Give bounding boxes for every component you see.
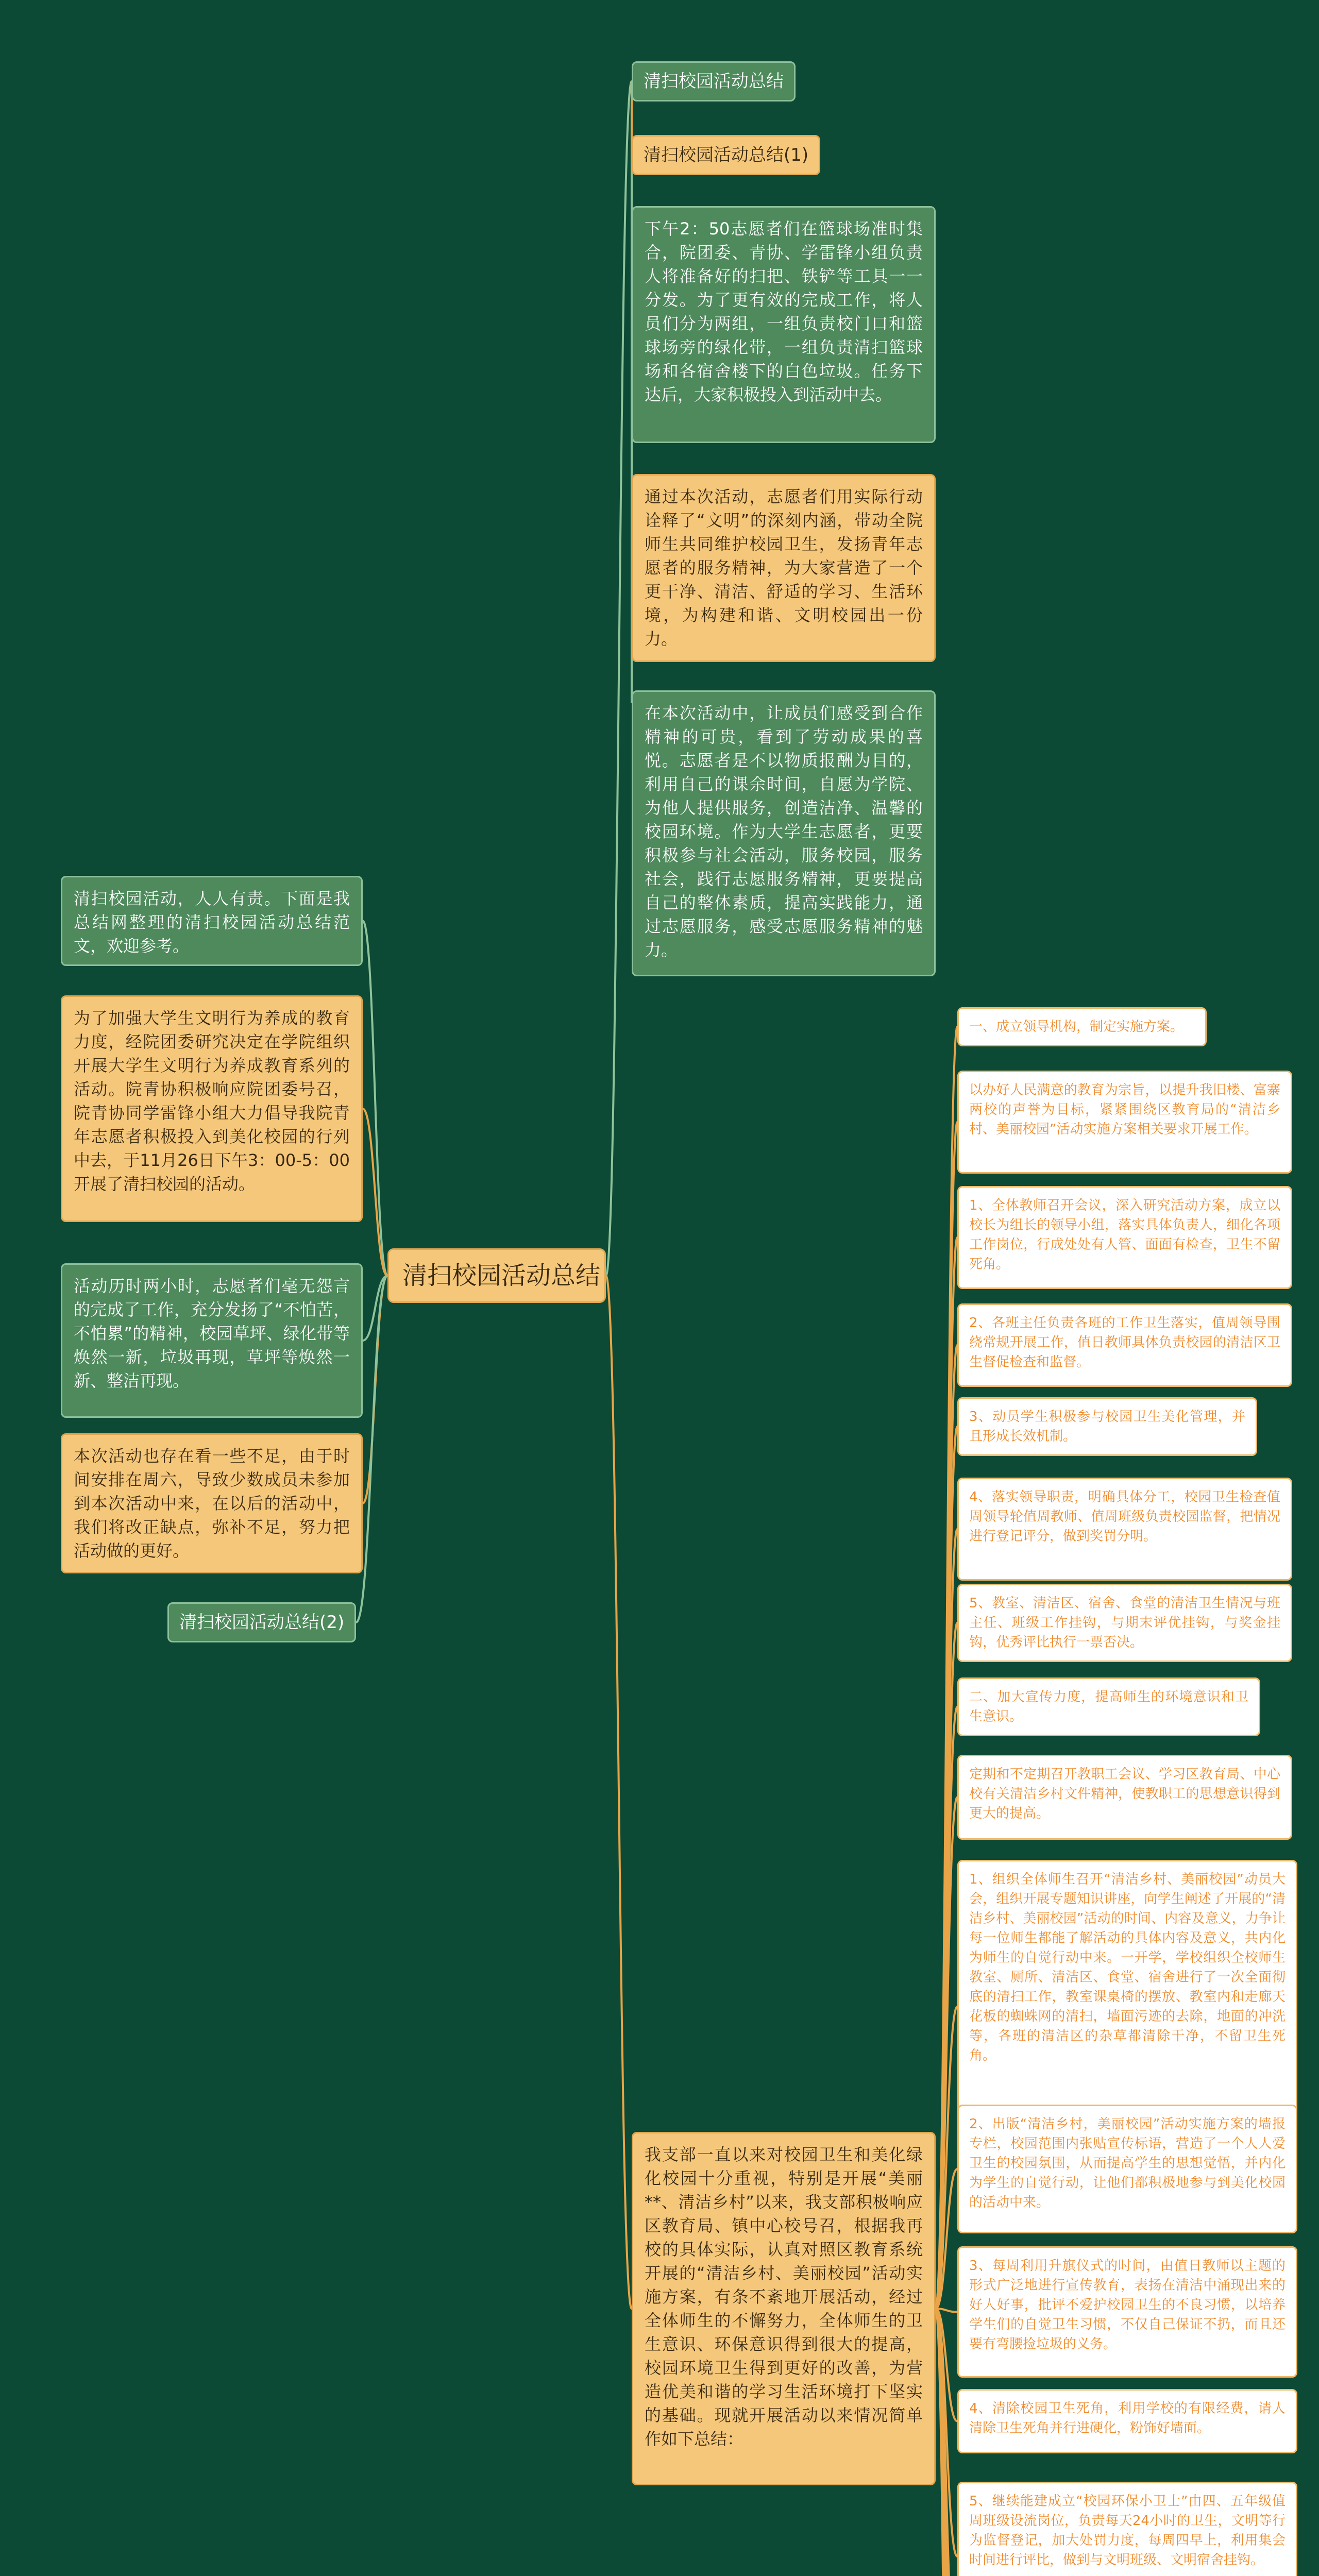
leaf-item[interactable]: 1、组织全体师生召开“清洁乡村、美丽校园”动员大会，组织开展专题知识讲座，向学生阐述了开展的“清洁乡村、美丽校园”活动的时间、内容及意义，力争让每一位师生都能了解活动的具体内容及意义，共内化为师生的自觉行动中来。一开学，学校组织全校师生教室、厕所、清洁区、食堂、宿舍进行了一次全面彻底的清扫工作，教室课桌椅的摆放、教室内和走廊天花板的蜘蛛网的清扫，墙面污迹的去除，地面的冲洗等，各班的清洁区的杂草都清除干净，不留卫生死角。 [957, 1860, 1297, 2154]
link-main-leaf [936, 2309, 957, 2576]
link-root-left [363, 1276, 387, 1503]
link-main-leaf [936, 1707, 957, 2309]
leaf-item[interactable]: 2、出版“清洁乡村，美丽校园”活动实施方案的墙报专栏，校园范围内张贴宣传标语，营造了一个人人爱卫生的校园氛围，从而提高学生的思想觉悟，并内化为学生的自觉行动，让他们都积极地参与到美化校园的活动中来。 [957, 2105, 1297, 2233]
left-paragraph-1[interactable] [61, 995, 363, 1222]
link-main-leaf [936, 2309, 957, 2556]
link-root-main [606, 1276, 632, 2309]
link-main-leaf [936, 1122, 957, 2309]
left-paragraph-2[interactable] [61, 1263, 363, 1418]
left-paragraph-3-text: 本次活动也存在看一些不足，由于时间安排在周六，导致少数成员未参加到本次活动中来，在以后的活动中，我们将改正缺点，弥补不足，努力把活动做的更好。 [74, 1446, 350, 1561]
link-main-leaf [936, 1427, 957, 2309]
right-paragraph-3-text: 在本次活动中，让成员们感受到合作精神的可贵，看到了劳动成果的喜悦。志愿者是不以物质报酬为目的，利用自己的课余时间，自愿为学院、为他人提供服务，创造洁净、温馨的校园环境。作为大学生志愿者，更要积极参与社会活动，服务校园，服务社会，践行志愿服务精神，更要提高自己的整体素质，提高实践能力，通过志愿服务，感受志愿服务精神的魅力。 [645, 703, 923, 960]
link-main-leaf [936, 2309, 957, 2421]
link-main-leaf [936, 2309, 957, 2576]
leaf-item[interactable]: 以办好人民满意的教育为宗旨，以提升我旧楼、富寨两校的声誉为目标，紧紧围绕区教育局的“清洁乡村、美丽校园”活动实施方案相关要求开展工作。 [957, 1071, 1292, 1174]
right-title-label: 清扫校园活动总结 [644, 71, 784, 92]
summary-2-node[interactable] [167, 1602, 356, 1642]
leaf-item[interactable]: 3、动员学生积极参与校园卫生美化管理，并且形成长效机制。 [957, 1397, 1257, 1456]
root-label: 清扫校园活动总结 [402, 1261, 601, 1290]
leaf-item[interactable]: 4、落实领导职责，明确具体分工，校园卫生检查值周领导轮值周教师、值周班级负责校园监督，把情况进行登记评分，做到奖罚分明。 [957, 1478, 1292, 1581]
link-main-leaf [936, 2309, 957, 2576]
link-main-leaf [936, 1623, 957, 2309]
left-intro-text: 清扫校园活动，人人有责。下面是我总结网整理的清扫校园活动总结范文，欢迎参考。 [74, 889, 350, 956]
summary-1-node[interactable] [632, 135, 820, 175]
link-main-leaf [936, 2309, 957, 2576]
right-main-paragraph[interactable] [632, 2132, 936, 2485]
link-main-leaf [936, 1798, 957, 2309]
left-paragraph-2-text: 活动历时两小时，志愿者们毫无怨言的完成了工作，充分发扬了“不怕苦，不怕累”的精神，校园草坪、绿化带等焕然一新，垃圾再现，草坪等焕然一新、整洁再现。 [74, 1276, 350, 1391]
link-main-leaf [936, 2309, 957, 2576]
link-root-left [363, 921, 387, 1276]
right-main-paragraph-text: 我支部一直以来对校园卫生和美化绿化校园十分重视，特别是开展“美丽**、清洁乡村”以来，我支部积极响应区教育局、镇中心校号召，根据我再校的具体实际，认真对照区教育系统开展的“清洁乡村、美丽校园”活动实施方案，有条不紊地开展活动，经过全体师生的不懈努力，全体师生的卫生意识、环保意识得到很大的提高，校园环境卫生得到更好的改善，为营造优美和谐的学习生活环境打下坚实的基础。现就开展活动以来情况简单作如下总结： [645, 2145, 923, 2449]
link-main-leaf [936, 2309, 957, 2576]
link-main-leaf [936, 2309, 957, 2576]
link-main-leaf [936, 2309, 957, 2576]
link-main-leaf [936, 1238, 957, 2309]
link-root-left [363, 1109, 387, 1276]
summary-1-label: 清扫校园活动总结(1) [644, 145, 809, 165]
left-paragraph-3[interactable] [61, 1433, 363, 1573]
leaf-item[interactable]: 4、清除校园卫生死角，利用学校的有限经费，请人清除卫生死角并行进硬化，粉饰好墙面。 [957, 2389, 1297, 2453]
link-root-title [606, 81, 632, 1276]
link-main-leaf [936, 1345, 957, 2309]
leaf-item[interactable]: 1、全体教师召开会议，深入研究活动方案，成立以校长为组长的领导小组，落实具体负责人，细化各项工作岗位，行成处处有人管、面面有检查，卫生不留死角。 [957, 1186, 1292, 1289]
link-main-leaf [936, 1027, 957, 2309]
leaf-item[interactable]: 二、加大宣传力度，提高师生的环境意识和卫生意识。 [957, 1677, 1260, 1736]
link-main-leaf [936, 2007, 957, 2309]
link-main-leaf [936, 2169, 957, 2309]
leaf-item[interactable]: 3、每周利用升旗仪式的时间，由值日教师以主题的形式广泛地进行宣传教育，表扬在清洁中涌现出来的好人好事，批评不爱护校园卫生的不良习惯，以培养学生们的自觉卫生习惯，不仅自己保证不扔，而且还要有弯腰捡垃圾的义务。 [957, 2246, 1297, 2378]
link-main-leaf [936, 2309, 957, 2576]
link-main-leaf [936, 2309, 957, 2576]
right-paragraph-2-text: 通过本次活动，志愿者们用实际行动诠释了“文明”的深刻内涵，带动全院师生共同维护校园卫生，发扬青年志愿者的服务精神，为大家营造了一个更干净、清洁、舒适的学习、生活环境，为构建和谐、文明校园出一份力。 [645, 487, 923, 649]
right-paragraph-2[interactable] [632, 474, 936, 662]
summary-2-label: 清扫校园活动总结(2) [179, 1612, 345, 1633]
leaf-item[interactable]: 5、教室、清洁区、宿舍、食堂的清洁卫生情况与班主任、班级工作挂钩，与期末评优挂钩，与奖金挂钩，优秀评比执行一票否决。 [957, 1584, 1292, 1662]
root-node[interactable] [387, 1248, 606, 1303]
right-paragraph-1-text: 下午2：50志愿者们在篮球场准时集合，院团委、青协、学雷锋小组负责人将准备好的扫把、铁铲等工具一一分发。为了更有效的完成工作，将人员们分为两组，一组负责校门口和篮球场旁的绿化带，一组负责清扫篮球场和各宿舍楼下的白色垃圾。任务下达后，大家积极投入到活动中去。 [645, 219, 923, 404]
right-paragraph-3[interactable] [632, 690, 936, 976]
link-root-left [363, 1276, 387, 1341]
right-paragraph-1[interactable] [632, 206, 936, 443]
leaf-item[interactable]: 一、成立领导机构，制定实施方案。 [957, 1007, 1207, 1046]
left-paragraph-1-text: 为了加强大学生文明行为养成的教育力度，经院团委研究决定在学院组织开展大学生文明行为养成教育系列的活动。院青协积极响应院团委号召，院青协同学雷锋小组大力倡导我院青年志愿者积极投入到美化校园的行列中去，于11月26日下午3：00-5：00开展了清扫校园的活动。 [74, 1008, 350, 1194]
leaf-item[interactable]: 定期和不定期召开教职工会议、学习区教育局、中心校有关清洁乡村文件精神，使教职工的思想意识得到更大的提高。 [957, 1755, 1292, 1840]
link-main-leaf [936, 2309, 957, 2576]
link-main-leaf [936, 2309, 957, 2312]
leaf-item[interactable]: 2、各班主任负责各班的工作卫生落实，值周领导围绕常规开展工作，值日教师具体负责校园的清洁区卫生督促检查和监督。 [957, 1303, 1292, 1387]
left-intro-node[interactable] [61, 876, 363, 966]
link-main-leaf [936, 1529, 957, 2309]
leaf-item[interactable]: 5、继续能建成立“校园环保小卫士”由四、五年级值周班级设流岗位，负责每天24小时的卫生，文明等行为监督登记，加大处罚力度，每周四早上，利用集会时间进行评比，做到与文明班级、文明宿舍挂钩。 [957, 2482, 1297, 2576]
right-title-node[interactable] [632, 61, 796, 101]
